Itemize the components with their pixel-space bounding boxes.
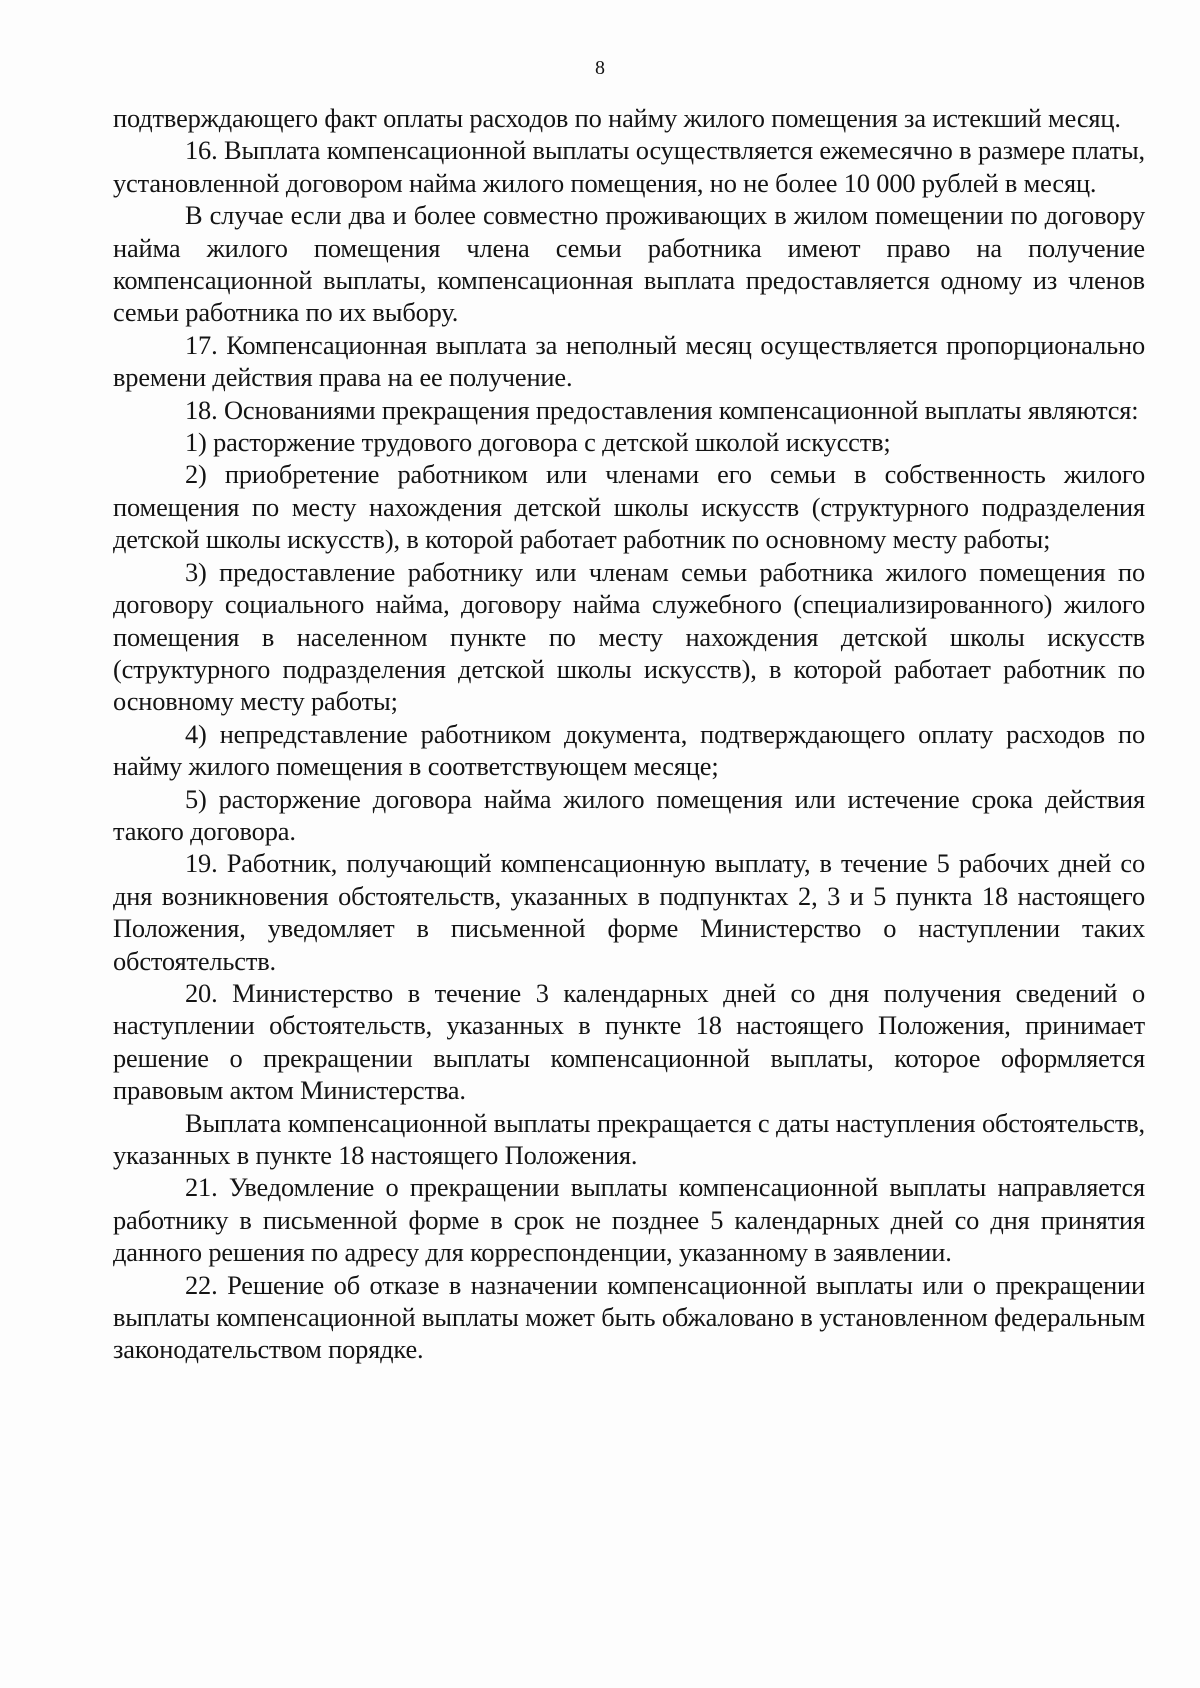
paragraph-clause-18: 18. Основаниями прекращения предоставления компенсационной выплаты являются: <box>185 394 1139 425</box>
paragraph-clause-19: 19. Работник, получающий компенсационную выплату, в течение 5 рабочих дней со дня возникновения обстоятельств, указанных в подпунктах 2, 3 и 5 пункта 18 настоящего Положения, уведомляет в письменной форме Министерство о наступлении таких обстоятельств. <box>113 848 1145 976</box>
document-body <box>113 102 1145 1366</box>
paragraph-clause-21: 21. Уведомление о прекращении выплаты компенсационной выплаты направляется работнику в письменной форме в срок не позднее 5 календарных дней со дня принятия данного решения по адресу для корреспонденции, указанному в заявлении. <box>113 1172 1145 1268</box>
page-number: 8 <box>595 57 605 79</box>
paragraph-clause-22: 22. Решение об отказе в назначении компенсационной выплаты или о прекращении выплаты компенсационной выплаты может быть обжаловано в установленном федеральным законодательством порядке. <box>113 1269 1145 1365</box>
paragraph-clause-18-item-5: 5) расторжение договора найма жилого помещения или истечение срока действия такого договора. <box>113 783 1145 846</box>
paragraph-clause-16-note: В случае если два и более совместно проживающих в жилом помещении по договору найма жилого помещения члена семьи работника имеют право на получение компенсационной выплаты, компенсационная выплата предоставляется одному из членов семьи работника по их выбору. <box>113 200 1145 328</box>
paragraph-continuation: подтверждающего факт оплаты расходов по найму жилого помещения за истекший месяц. <box>113 103 1121 133</box>
paragraph-clause-16: 16. Выплата компенсационной выплаты осуществляется ежемесячно в размере платы, установленной договором найма жилого помещения, но не более 10 000 рублей в месяц. <box>113 135 1145 198</box>
paragraph-clause-18-item-1: 1) расторжение трудового договора с детской школой искусств; <box>185 427 891 458</box>
paragraph-clause-17: 17. Компенсационная выплата за неполный месяц осуществляется пропорционально времени действия права на ее получение. <box>113 329 1145 393</box>
paragraph-clause-18-item-4: 4) непредставление работником документа, подтверждающего оплату расходов по найму жилого помещения в соответствующем месяце; <box>113 718 1145 782</box>
paragraph-clause-18-item-2: 2) приобретение работником или членами его семьи в собственность жилого помещения по месту нахождения детской школы искусств (структурного подразделения детской школы искусств), в которой работает работник по основному месту работы; <box>113 459 1145 555</box>
paragraph-clause-20: 20. Министерство в течение 3 календарных дней со дня получения сведений о наступлении обстоятельств, указанных в пункте 18 настоящего Положения, принимает решение о прекращении выплаты компенсационной выплаты, которое оформляется правовым актом Министерства. <box>113 977 1145 1106</box>
paragraph-clause-20-note: Выплата компенсационной выплаты прекращается с даты наступления обстоятельств, указанных в пункте 18 настоящего Положения. <box>113 1107 1145 1170</box>
paragraph-clause-18-item-3: 3) предоставление работнику или членам семьи работника жилого помещения по договору социального найма, договору найма служебного (специализированного) жилого помещения в населенном пункте по месту нахождения детской школы искусств (структурного подразделения детской школы искусств), в которой работает работник по основному месту работы; <box>113 556 1145 717</box>
